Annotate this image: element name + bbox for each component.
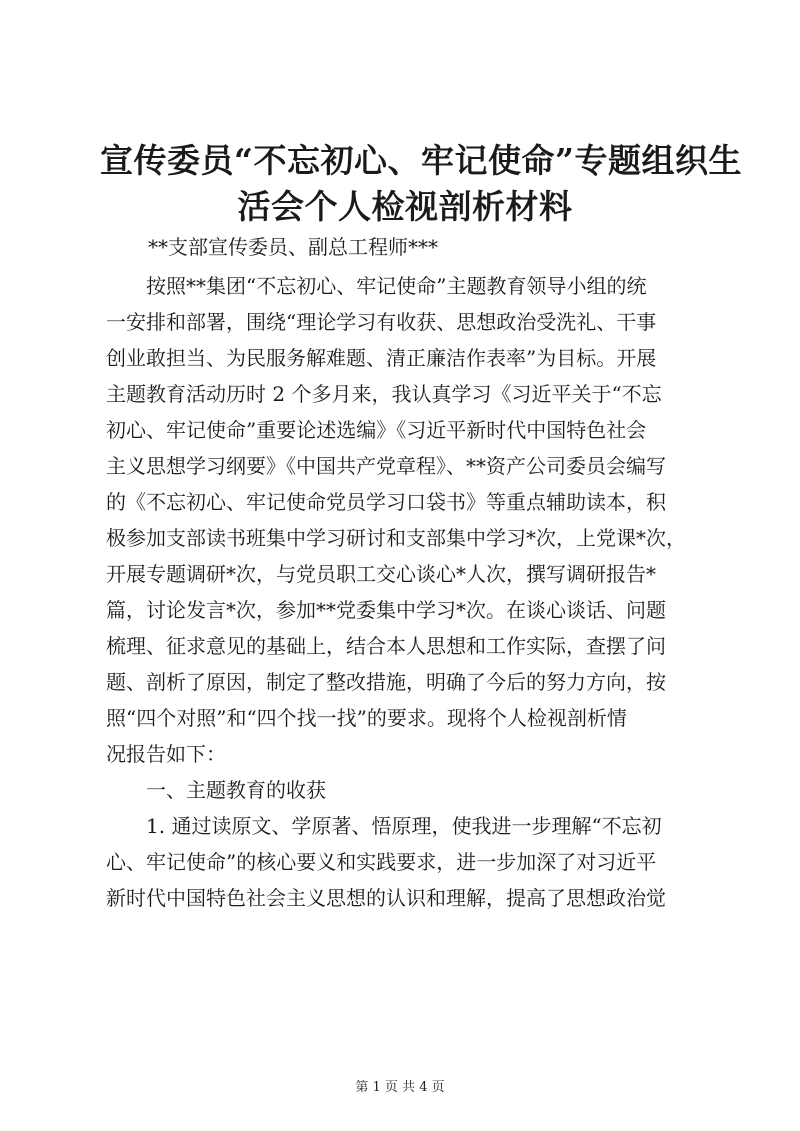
paragraph-line: 初心、牢记使命”重要论述选编》《习近平新时代中国特色社会 <box>106 418 647 442</box>
paragraph-line: 创业敢担当、为民服务解难题、清正廉洁作表率”为目标。开展 <box>106 346 657 370</box>
paragraph-line: 新时代中国特色社会主义思想的认识和理解，提高了思想政治觉 <box>106 886 666 910</box>
paragraph-line: 照“四个对照”和“四个找一找”的要求。现将个人检视剖析情 <box>106 706 627 730</box>
paragraph-line: 梳理、征求意见的基础上，结合本人思想和工作实际，查摆了问 <box>106 634 666 658</box>
paragraph-line: 题、剖析了原因，制定了整改措施，明确了今后的努力方向，按 <box>106 670 666 694</box>
paragraph-line: 主题教育活动历时 2 个多月来，我认真学习《习近平关于“不忘 <box>106 382 662 406</box>
paragraph-line: 开展专题调研*次，与党员职工交心谈心*人次，撰写调研报告* <box>106 562 656 586</box>
document-body <box>106 268 706 916</box>
paragraph-line: 一安排和部署，围绕“理论学习有收获、思想政治受洗礼、干事 <box>106 310 657 334</box>
title-line: 活会个人检视剖析材料 <box>237 187 573 226</box>
title-line: 宣传委员“不忘初心、牢记使命”专题组织生 <box>100 141 742 180</box>
page-footer: 第 1 页 共 4 页 <box>355 1080 445 1095</box>
paragraph-line: 况报告如下： <box>106 742 226 766</box>
paragraph-line: 篇，讨论发言*次，参加**党委集中学习*次。在谈心谈话、问题 <box>106 598 666 622</box>
author-line: **支部宣传委员、副总工程师*** <box>148 235 438 259</box>
paragraph-line: 按照**集团“不忘初心、牢记使命”主题教育领导小组的统 <box>146 274 647 298</box>
paragraph-line: 极参加支部读书班集中学习研讨和支部集中学习*次，上党课*次， <box>106 526 686 550</box>
document-title <box>100 138 742 230</box>
paragraph-line: 1. 通过读原文、学原著、悟原理，使我进一步理解“不忘初 <box>146 814 662 838</box>
paragraph-line: 的《不忘初心、牢记使命党员学习口袋书》等重点辅助读本，积 <box>106 490 666 514</box>
section-heading: 一、主题教育的收获 <box>146 778 326 802</box>
paragraph-line: 心、牢记使命”的核心要义和实践要求，进一步加深了对习近平 <box>106 850 657 874</box>
paragraph-line: 主义思想学习纲要》《中国共产党章程》、**资产公司委员会编写 <box>106 454 666 478</box>
